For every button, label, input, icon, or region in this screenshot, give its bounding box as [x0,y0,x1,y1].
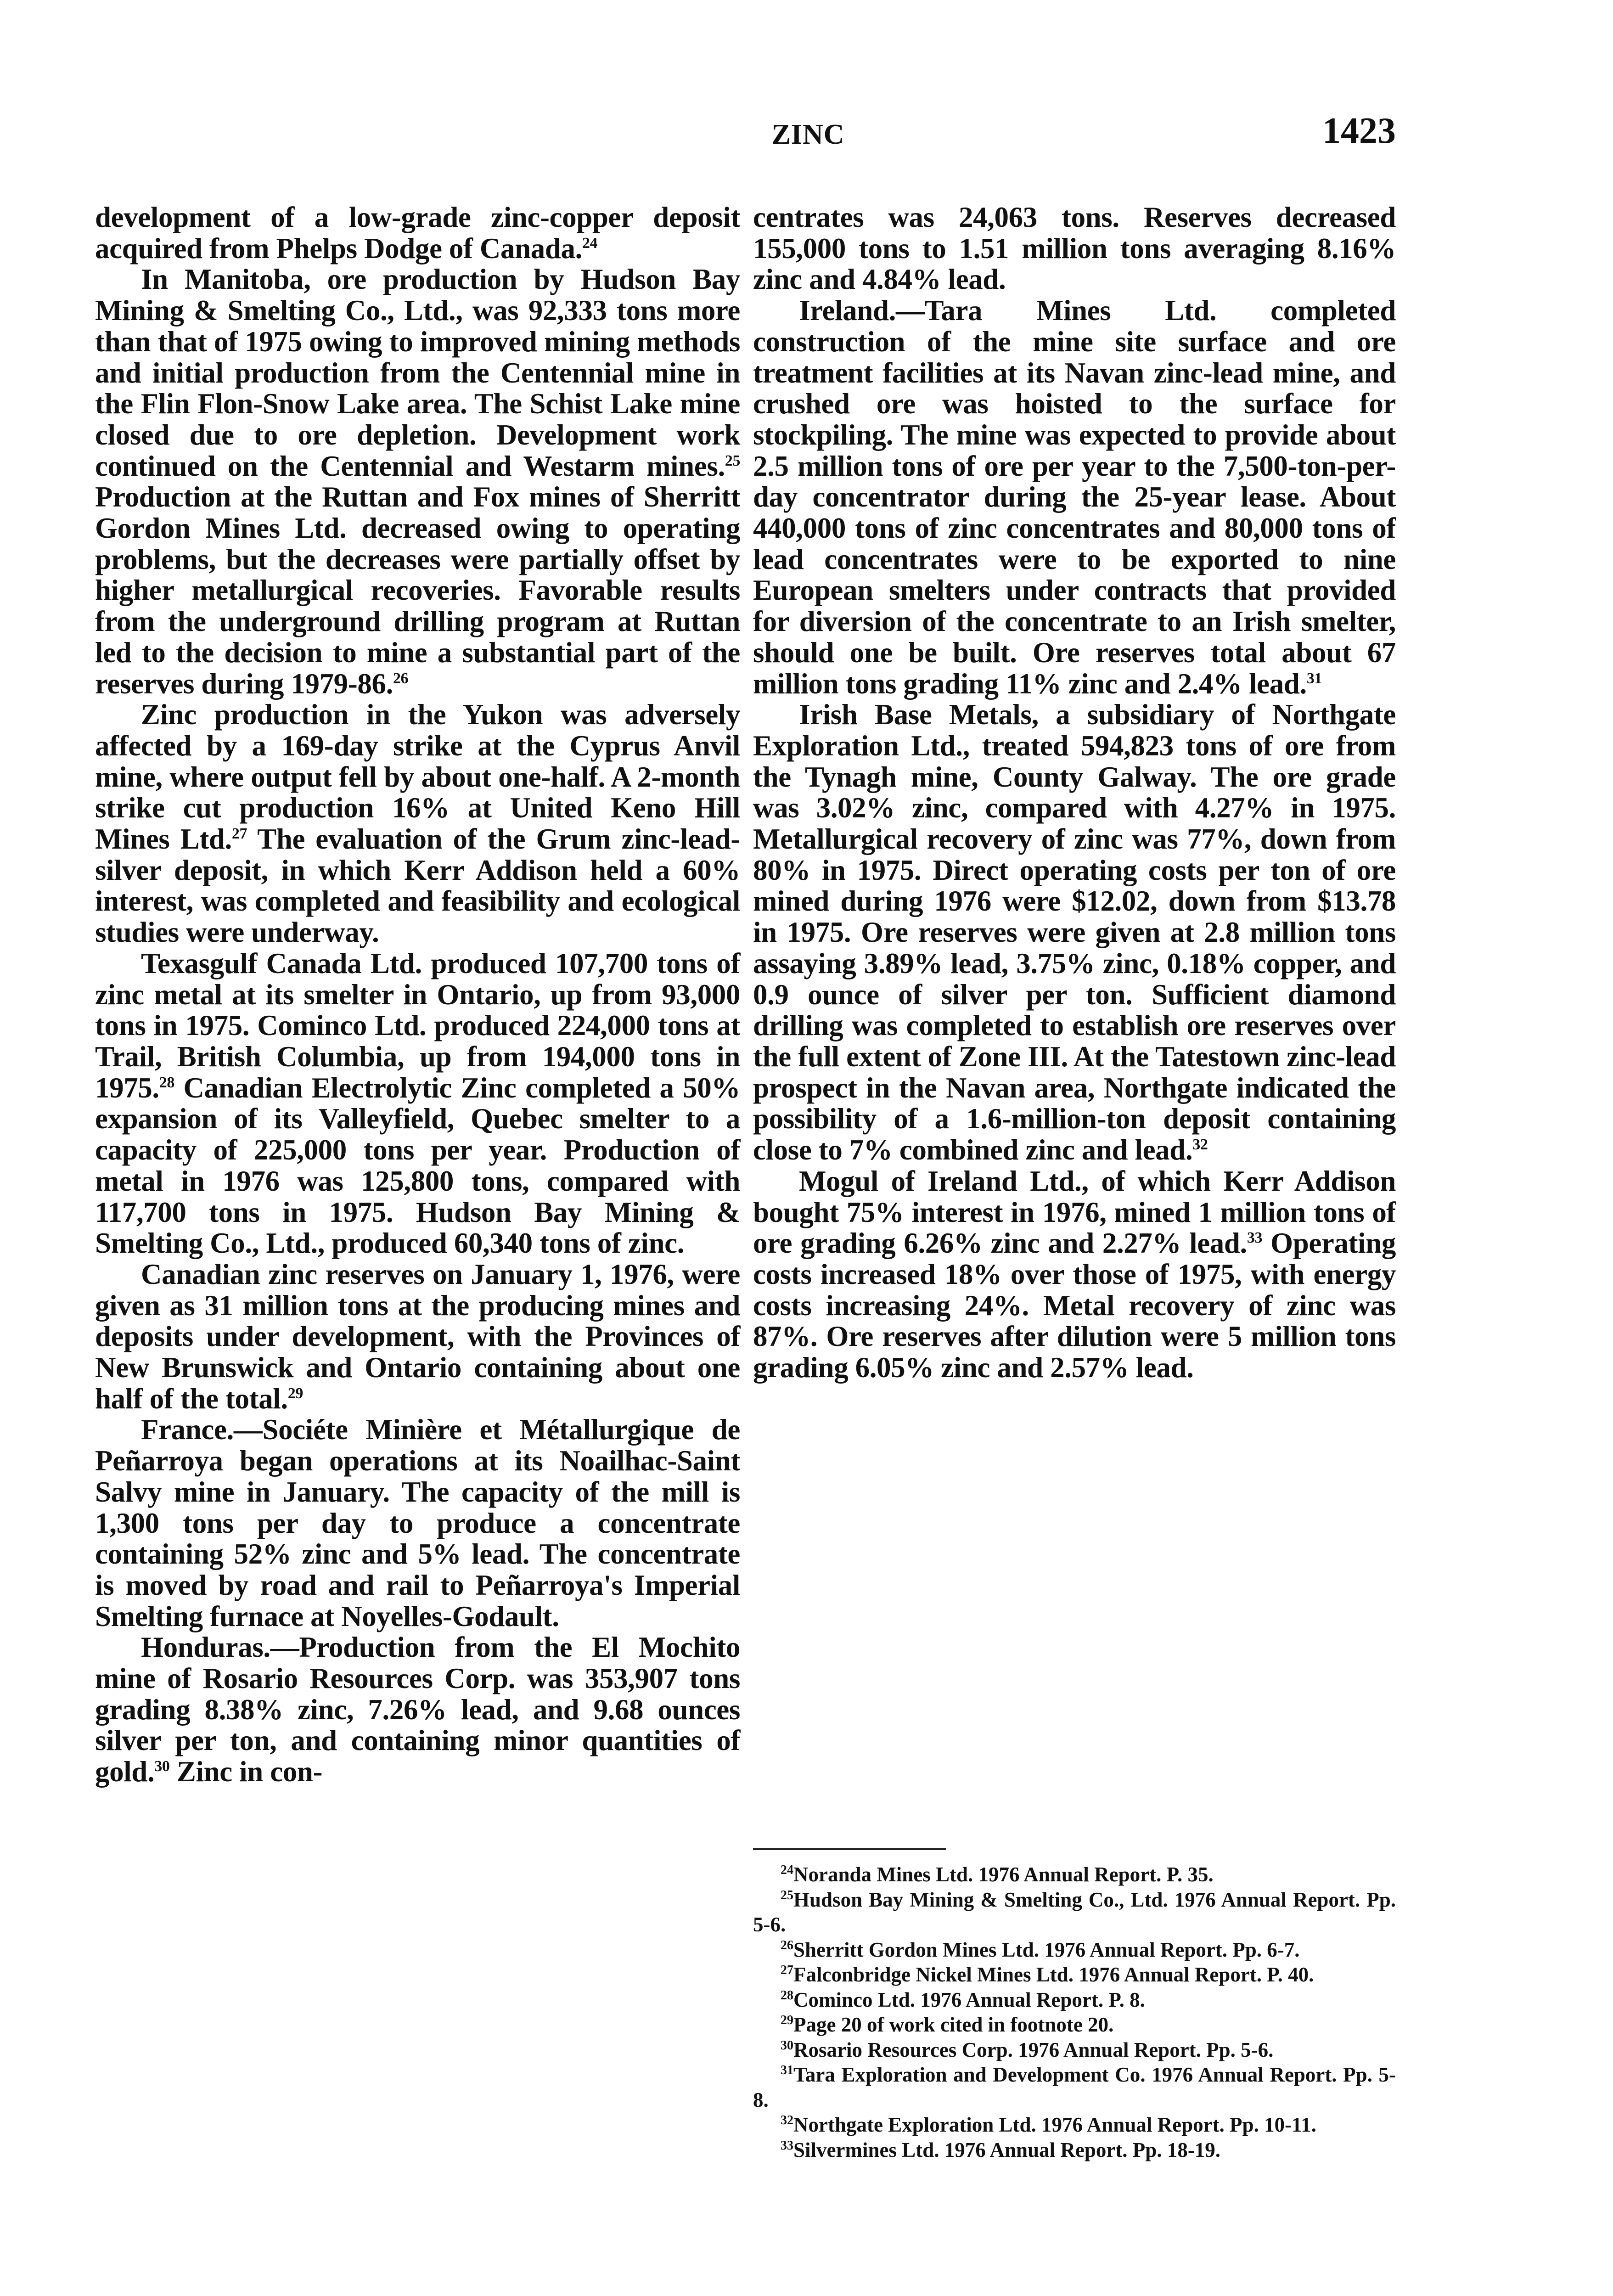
paragraph: centrates was 24,063 tons. Reserves decreased 155,000 tons to 1.51 million tons averaging 8.16% zinc and 4.84% lead. [753,201,1396,296]
paragraph: In Manitoba, ore production by Hudson Bay Mining & Smelting Co., Ltd., was 92,333 tons more than that of 1975 owing to improved mining methods and initial production from the Centennial mine in the Flin Flon-Snow Lake area. The Schist Lake mine closed due to ore depletion. Development work continued on the Centennial and Westarm mines.$^{25}$ Production at the Ruttan and Fox mines of Sherritt Gordon Mines Ltd. decreased owing to operating problems, but the decreases were partially offset by higher metallurgical recoveries. Favorable results from the underground drilling program at Ruttan led to the decision to mine a substantial part of the reserves during 1979-86.26 [95,263,740,700]
section-runin-heading: Ireland. [799,294,896,327]
right-column [753,202,1396,1384]
section-runin-heading: Honduras. [141,1631,270,1664]
footnote-ref: 27 [231,825,247,843]
footnote: $^{24}$Noranda Mines Ltd. 1976 Annual Report. P. 35. [781,1863,1214,1886]
paragraph: Zinc production in the Yukon was adversely affected by a 169-day strike at the Cyprus Anvil mine, where output fell by about one-half. A 2-month strike cut production 16% at United Keno Hill Mines Ltd.$^{27}$ The evaluation of the Grum zinc-lead-silver deposit, in which Kerr Addison held a 60% interest, was completed and feasibility and ecological studies were underway. [95,698,740,949]
footnote-ref: 30 [154,1758,170,1775]
footnote: $^{33}$Silvermines Ltd. 1976 Annual Report. Pp. 18-19. [781,2138,1221,2161]
footnote-ref: 31 [1306,670,1322,687]
footnote-ref: 24 [582,234,598,252]
paragraph: France.—Sociéte Minière et Métallurgique de Peñarroya began operations at its Noailhac-Saint Salvy mine in January. The capacity of the mill is 1,300 tons per day to produce a concentrate containing 52% zinc and 5% lead. The concentrate is moved by road and rail to Peñarroya's Imperial Smelting furnace at Noyelles-Godault. [95,1413,740,1632]
paragraph: Ireland.—Tara Mines Ltd. completed construction of the mine site surface and ore treatment facilities at its Navan zinc-lead mine, and crushed ore was hoisted to the surface for stockpiling. The mine was expected to provide about 2.5 million tons of ore per year to the 7,500-ton-per-day concentrator during the 25-year lease. About 440,000 tons of zinc concentrates and 80,000 tons of lead concentrates were to be exported to nine European smelters under contracts that provided for diversion of the concentrate to an Irish smelter, should one be built. Ore reserves total about 67 million tons grading 11% zinc and 2.4% lead.$^{31}$ [753,294,1396,700]
footnote-ref: 26 [393,670,409,687]
footnote: $^{27}$Falconbridge Nickel Mines Ltd. 1976 Annual Report. P. 40. [781,1963,1314,1986]
footnote: $^{25}$Hudson Bay Mining & Smelting Co., Ltd. 1976 Annual Report. Pp. 5-6. [753,1888,1396,1936]
footnote: $^{31}$Tara Exploration and Development Co. 1976 Annual Report. Pp. 5-8. [753,2063,1396,2111]
paragraph: Honduras.—Production from the El Mochito mine of Rosario Resources Corp. was 353,907 tons grading 8.38% zinc, 7.26% lead, and 9.68 ounces silver per ton, and containing minor quantities of gold.$^{30}$ Zinc in con- [95,1631,740,1788]
footnote-ref: 28 [159,1074,174,1091]
paragraph: Canadian zinc reserves on January 1, 1976, were given as 31 million tons at the producing mines and deposits under development, with the Provinces of New Brunswick and Ontario containing about one half of the total.$^{29}$ [95,1258,740,1415]
footnote: $^{30}$Rosario Resources Corp. 1976 Annual Report. Pp. 5-6. [781,2038,1274,2061]
paragraph: Texasgulf Canada Ltd. produced 107,700 tons of zinc metal at its smelter in Ontario, up from 93,000 tons in 1975. Cominco Ltd. produced 224,000 tons at Trail, British Columbia, up from 194,000 tons in 1975.28 Canadian Electrolytic Zinc completed a 50% expansion of its Valleyfield, Quebec smelter to a capacity of 225,000 tons per year. Production of metal in 1976 was 125,800 tons, compared with 117,700 tons in 1975. Hudson Bay Mining & Smelting Co., Ltd., produced 60,340 tons of zinc. [95,947,740,1260]
footnote-ref: 29 [287,1384,303,1402]
paragraph: Irish Base Metals, a subsidiary of Northgate Exploration Ltd., treated 594,823 tons of ore from the Tynagh mine, County Galway. The ore grade was 3.02% zinc, compared with 4.27% in 1975. Metallurgical recovery of zinc was 77%, down from 80% in 1975. Direct operating costs per ton of ore mined during 1976 were $12.02, down from $13.78 in 1975. Ore reserves were given at 2.8 million tons assaying 3.89% lead, 3.75% zinc, 0.18% copper, and 0.9 ounce of silver per ton. Sufficient diamond drilling was completed to establish ore reserves over the full extent of Zone III. At the Tatestown zinc-lead prospect in the Navan area, Northgate indicated the possibility of a 1.6-million-ton deposit containing close to 7% combined zinc and lead.$^{32}$ [753,698,1396,1166]
running-header: ZINC [771,119,845,150]
footnote: $^{28}$Cominco Ltd. 1976 Annual Report. P. 8. [781,1988,1145,2011]
footnote: $^{26}$Sherritt Gordon Mines Ltd. 1976 Annual Report. Pp. 6-7. [781,1938,1300,1961]
footnote-ref: 33 [1247,1229,1263,1247]
footnote: $^{29}$Page 20 of work cited in footnote 20. [781,2013,1114,2036]
paragraph: Mogul of Ireland Ltd., of which Kerr Addison bought 75% interest in 1976, mined 1 million tons of ore grading 6.26% zinc and 2.27% lead.$^{33}$ Operating costs increased 18% over those of 1975, with energy costs increasing 24%. Metal recovery of zinc was 87%. Ore reserves after dilution were 5 million tons grading 6.05% zinc and 2.57% lead. [753,1165,1396,1384]
left-column [95,202,740,1788]
footnote-ref: 32 [1192,1136,1208,1154]
footnote: $^{32}$Northgate Exploration Ltd. 1976 Annual Report. Pp. 10-11. [781,2113,1316,2136]
paragraph: development of a low-grade zinc-copper deposit acquired from Phelps Dodge of Canada.$^{24}$ [95,201,740,264]
page-number: 1423 [1322,111,1396,151]
section-runin-heading: France. [141,1413,234,1446]
footnote-divider [753,1848,946,1850]
footnote-ref: 25 [725,452,740,469]
footnotes-section [753,1862,1396,2162]
